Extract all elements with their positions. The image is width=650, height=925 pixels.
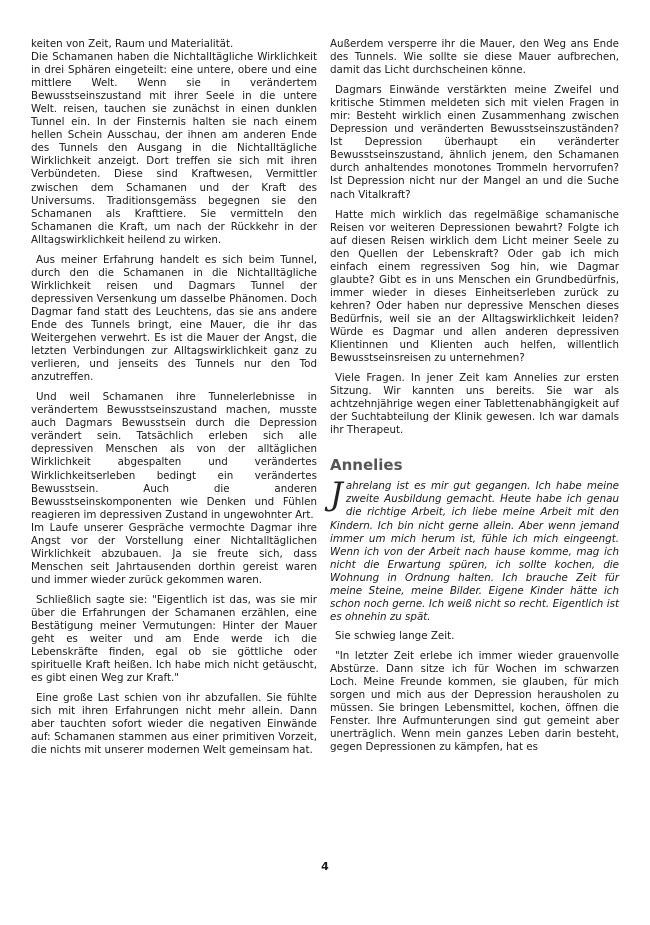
paragraph: Sie schwieg lange Zeit.: [335, 629, 455, 642]
right-column: [330, 38, 619, 761]
paragraph: Außerdem versperre ihr die Mauer, den Weg ans Ende des Tunnels. Wie sollte sie diese Mauer aufbrechen, damit das Licht durchscheinen könne.: [330, 38, 619, 77]
page-number: 4: [321, 860, 329, 873]
section-heading: Annelies: [330, 456, 403, 475]
italic-quote: [330, 475, 619, 624]
paragraph: Viele Fragen. In jener Zeit kam Annelies zur ersten Sitzung. Wir kannten uns bereits. Sie war als achtzehnjährige wegen einer Tablettenabhängigkeit auf der Suchtabteilung der Klinik gewesen. Ich war damals ihr Therapeut.: [330, 372, 619, 437]
paragraph: "In letzter Zeit erlebe ich immer wieder grauenvolle Abstürze. Dann sitze ich für Wochen im schwarzen Loch. Meine Freunde kommen, sie glauben, für mich sorgen und mich aus der Depression herausholen zu müssen. Sie bringen Lebensmittel, kochen, öffnen die Fenster. Ihre Aufmunterungen sind gut gemeint aber unerträglich. Wenn mein ganzes Leben darin besteht, gegen Depressionen zu kämpfen, hat es: [330, 649, 619, 754]
paragraph: Die Schamanen haben die Nichtalltägliche Wirklichkeit in drei Sphären eingeteilt: eine untere, obere und eine mittlere Welt. Wenn sie in verändertem Bewusstseinszustand mit ihrer Seele in die untere Welt. reisen, tauchen sie zunächst in einen dunklen Tunnel ein. In der Finsternis halten sie nach einem hellen Schein Ausschau, der ihnen am anderen Ende des Tunnels den Ausgang in die Nichtalltägliche Wirklichkeit anzeigt. Dort treffen sie sich mit ihren Verbündeten. Diese sind Kraftwesen, Vermittler zwischen dem Schamanen und der Kraft des Universums. Traditionsgemäss begegnen sie den Schamanen als Krafttiere. Sie vermitteln den Schamanen die Kraft, um nach der Rückkehr in der Alltagswirklichkeit heilend zu wirken.: [31, 51, 317, 246]
paragraph: Aus meiner Erfahrung handelt es sich beim Tunnel, durch den die Schamanen in die Nichtalltägliche Wirklichkeit reisen und Dagmars Tunnel der depressiven Versenkung um dasselbe Phänomen. Doch Dagmar fand statt des Leuchtens, das sie ans andere Ende des Tunnels bringt, eine Mauer, die ihr das Weitergehen verwehrt. Es ist die Mauer der Angst, die letzten Verbindungen zur Alltagswirklichkeit ganz zu verlieren, und jenseits des Tunnels nur den Tod anzutreffen.: [31, 253, 317, 384]
dropcap: J: [330, 475, 343, 514]
paragraph: Eine große Last schien von ihr abzufallen. Sie fühlte sich mit ihren Erfahrungen nicht mehr allein. Dann aber tauchten sofort wieder die negativen Einwände auf: Schamanen stammen aus einer primitiven Vorzeit, die nichts mit unserer modernen Welt gemeinsam hat.: [31, 692, 317, 757]
paragraph: Dagmars Einwände verstärkten meine Zweifel und kritische Stimmen meldeten sich mit vielen Fragen in mir: Besteht wirklich einen Zusammenhang zwischen Depression und veränderten Bewusstseinszuständen? Ist Depression überhaupt ein veränderter Bewusstseinszustand, ähnlich jenem, den Schamanen durch anhaltendes monotones Trommeln hervorrufen? Ist Depression nicht nur der Mangel an und die Suche nach Vitalkraft?: [330, 84, 619, 201]
paragraph: keiten von Zeit, Raum und Materialität.: [31, 38, 234, 50]
left-column: [31, 38, 317, 764]
paragraph: Hatte mich wirklich das regelmäßige schamanische Reisen vor weiteren Depressionen bewahrt? Folgte ich auf diesen Reisen wirklich dem Licht meiner Seele zu den Quellen der Lebenskraft? Oder gab ich mich einfach einem regressiven Sog hin, wie Dagmar glaubte? Gibt es in uns Menschen ein Grundbedürfnis, immer wieder in dieses Einheitserleben zurück zu kehren? Oder haben nur depressive Menschen dieses Bedürfnis, weil sie an der Alltagswirklichkeit leiden? Würde es Dagmar und allen anderen depressiven Klientinnen und Klienten auch helfen, willentlich Bewusstseinsreisen zu unternehmen?: [330, 208, 619, 365]
paragraph: Und weil Schamanen ihre Tunnelerlebnisse in verändertem Bewusstseinszustand machen, musste auch Dagmars Bewusstsein durch die Depression verändert sein. Tatsächlich erleben sich alle depressiven Menschen als von der alltäglichen Wirklichkeit abgespalten und verändertes Wirklichkeitserleben bedingt ein verändertes Bewusstsein. Auch die anderen Bewusstseinskomponenten wie Denken und Fühlen reagieren im depressiven Zustand in ungewohnter Art.: [31, 391, 317, 521]
paragraph: Im Laufe unserer Gespräche vermochte Dagmar ihre Angst vor der Vorstellung einer Nichtalltäglichen Wirklichkeit abzubauen. Ja sie freute sich, dass Menschen seit Jahrtausenden dorthin gereist waren und immer wieder zurück gekommen waren.: [31, 521, 317, 586]
paragraph: Schließlich sagte sie: "Eigentlich ist das, was sie mir über die Erfahrungen der Schamanen erzählen, eine Bestätigung meiner Vermutungen: Hinter der Mauer geht es weiter und am Ende werde ich die Lebenskräfte finden, egal ob sie göttliche oder spirituelle Kraft heißen. Ich habe mich nicht getäuscht, es gibt einen Weg zur Kraft.": [31, 593, 317, 685]
italic-quote-text: ahrelang ist es mir gut gegangen. Ich habe meine zweite Ausbildung gemacht. Heute habe ich genau die richtige Arbeit, ich liebe meine Arbeit mit den Kindern. Ich bin nicht gerne allein. Aber wenn jemand immer um mich herum ist, fühle ich mich eingeengt. Wenn ich von der Arbeit nach hause komme, mag ich nicht die Erwartung spüren, ich sollte kochen, die Wohnung in Ordnung halten. Ich brauche Zeit für meine Steine, meine Bilder. Eigene Kinder hätte ich schon noch gerne. Ich weiß nicht so recht. Eigentlich ist es ohnehin zu spät.: [330, 480, 619, 623]
